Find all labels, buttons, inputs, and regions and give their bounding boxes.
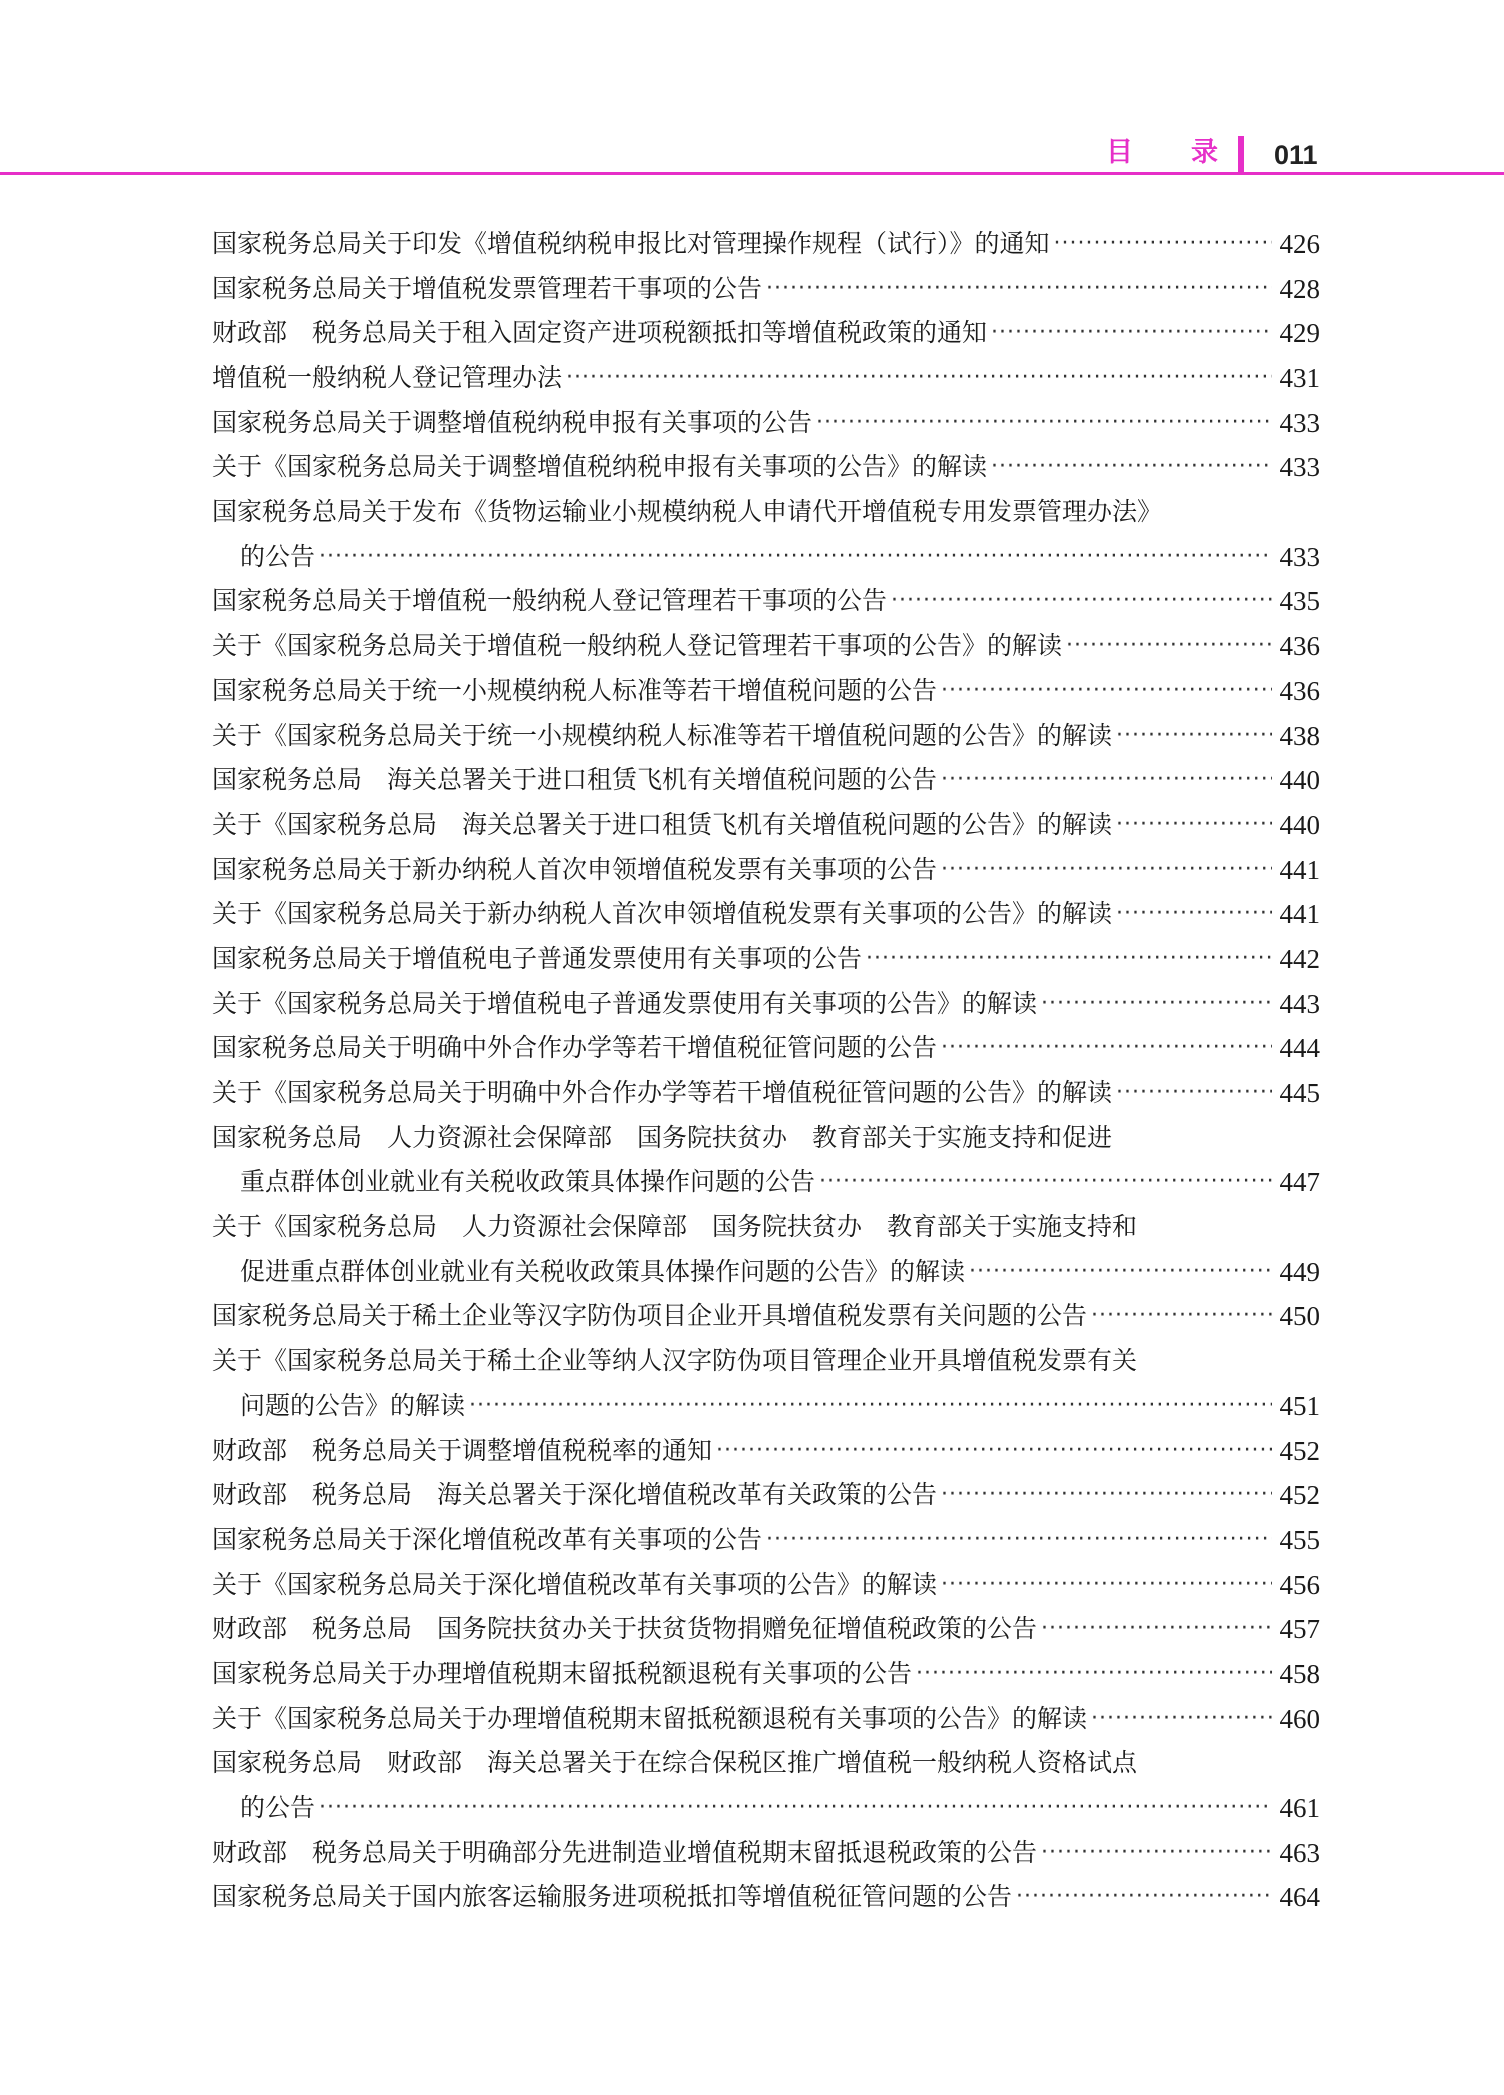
toc-entry[interactable] bbox=[212, 356, 1320, 401]
toc-entry[interactable] bbox=[212, 1205, 1320, 1250]
toc-entry[interactable] bbox=[212, 1563, 1320, 1608]
toc-entry-title: 国家税务总局关于稀土企业等汉字防伪项目企业开具增值税发票有关问题的公告 bbox=[212, 1301, 1088, 1331]
toc-leader-dots bbox=[1041, 1607, 1272, 1652]
toc-entry[interactable] bbox=[212, 1741, 1320, 1786]
toc-entry[interactable] bbox=[212, 490, 1320, 535]
toc-page-number: 461 bbox=[1279, 1793, 1320, 1824]
toc-entry-continuation[interactable] bbox=[212, 1384, 1320, 1429]
toc-entry[interactable] bbox=[212, 1071, 1320, 1116]
toc-entry-title: 国家税务总局 人力资源社会保障部 国务院扶贫办 教育部关于实施支持和促进 bbox=[212, 1122, 1113, 1152]
toc-leader-dots bbox=[1041, 982, 1272, 1027]
toc-page-number: 436 bbox=[1279, 675, 1320, 706]
toc-page-number: 463 bbox=[1279, 1837, 1320, 1868]
toc-entry-title: 关于《国家税务总局 海关总署关于进口租赁飞机有关增值税问题的公告》的解读 bbox=[212, 809, 1113, 839]
toc-entry-title: 的公告 bbox=[240, 1793, 316, 1823]
toc-entry-title: 财政部 税务总局关于调整增值税税率的通知 bbox=[212, 1435, 713, 1465]
toc-entry[interactable] bbox=[212, 580, 1320, 625]
toc-leader-dots bbox=[1116, 892, 1272, 937]
toc-page-number: 443 bbox=[1279, 988, 1320, 1019]
toc-entry[interactable] bbox=[212, 1652, 1320, 1697]
toc-entry-title: 关于《国家税务总局关于明确中外合作办学等若干增值税征管问题的公告》的解读 bbox=[212, 1078, 1113, 1108]
toc-entry[interactable] bbox=[212, 1295, 1320, 1340]
toc-entry[interactable] bbox=[212, 892, 1320, 937]
toc-leader-dots bbox=[891, 580, 1272, 625]
toc-entry[interactable] bbox=[212, 222, 1320, 267]
toc-page-number: 426 bbox=[1279, 228, 1320, 259]
toc-entry[interactable] bbox=[212, 1473, 1320, 1518]
toc-entry-title: 国家税务总局关于调整增值税纳税申报有关事项的公告 bbox=[212, 407, 813, 437]
toc-entry-continuation[interactable] bbox=[212, 1786, 1320, 1831]
toc-leader-dots bbox=[866, 937, 1272, 982]
page-header bbox=[0, 0, 1504, 178]
toc-entry[interactable] bbox=[212, 1875, 1320, 1920]
toc-leader-dots bbox=[766, 267, 1272, 312]
toc-page-number: 444 bbox=[1279, 1033, 1320, 1064]
toc-entry-title: 财政部 税务总局关于租入固定资产进项税额抵扣等增值税政策的通知 bbox=[212, 318, 988, 348]
toc-entry[interactable] bbox=[212, 445, 1320, 490]
toc-entry-title: 国家税务总局关于增值税一般纳税人登记管理若干事项的公告 bbox=[212, 586, 888, 616]
toc-page-number: 440 bbox=[1279, 809, 1320, 840]
toc-entry[interactable] bbox=[212, 848, 1320, 893]
toc-entry-title: 国家税务总局关于增值税发票管理若干事项的公告 bbox=[212, 273, 763, 303]
toc-entry-title: 重点群体创业就业有关税收政策具体操作问题的公告 bbox=[240, 1167, 816, 1197]
toc-page-number: 458 bbox=[1279, 1658, 1320, 1689]
toc-page-number: 433 bbox=[1279, 541, 1320, 572]
toc-entry-title: 关于《国家税务总局关于深化增值税改革有关事项的公告》的解读 bbox=[212, 1569, 938, 1599]
header-title-char: 录 bbox=[1191, 137, 1218, 168]
toc-page-number: 447 bbox=[1279, 1167, 1320, 1198]
toc-entry-title: 财政部 税务总局关于明确部分先进制造业增值税期末留抵退税政策的公告 bbox=[212, 1837, 1038, 1867]
toc-leader-dots bbox=[469, 1384, 1272, 1429]
header-page-number: 011 bbox=[1274, 140, 1318, 170]
toc-entry[interactable] bbox=[212, 1116, 1320, 1161]
table-of-contents bbox=[212, 222, 1320, 1920]
toc-entry[interactable] bbox=[212, 669, 1320, 714]
toc-entry-title: 财政部 税务总局 海关总署关于深化增值税改革有关政策的公告 bbox=[212, 1480, 938, 1510]
header-title-char: 目 bbox=[1106, 137, 1133, 168]
toc-entry-title: 国家税务总局关于发布《货物运输业小规模纳税人申请代开增值税专用发票管理办法》 bbox=[212, 497, 1163, 527]
toc-page-number: 460 bbox=[1279, 1703, 1320, 1734]
toc-leader-dots bbox=[991, 445, 1272, 490]
toc-entry-title: 国家税务总局关于国内旅客运输服务进项税抵扣等增值税征管问题的公告 bbox=[212, 1882, 1013, 1912]
toc-leader-dots bbox=[1054, 222, 1272, 267]
toc-page-number: 450 bbox=[1279, 1301, 1320, 1332]
toc-leader-dots bbox=[941, 758, 1272, 803]
toc-leader-dots bbox=[1116, 714, 1272, 759]
toc-entry[interactable] bbox=[212, 1697, 1320, 1742]
toc-page-number: 451 bbox=[1279, 1390, 1320, 1421]
toc-entry-title: 增值税一般纳税人登记管理办法 bbox=[212, 363, 563, 393]
toc-page-number: 438 bbox=[1279, 720, 1320, 751]
toc-leader-dots bbox=[916, 1652, 1272, 1697]
toc-entry-title: 关于《国家税务总局关于增值税一般纳税人登记管理若干事项的公告》的解读 bbox=[212, 631, 1063, 661]
toc-leader-dots bbox=[941, 1026, 1272, 1071]
toc-page-number: 433 bbox=[1279, 407, 1320, 438]
toc-entry[interactable] bbox=[212, 401, 1320, 446]
toc-page-number: 431 bbox=[1279, 363, 1320, 394]
toc-leader-dots bbox=[941, 669, 1272, 714]
toc-entry[interactable] bbox=[212, 1518, 1320, 1563]
toc-page-number: 440 bbox=[1279, 765, 1320, 796]
toc-leader-dots bbox=[1041, 1831, 1272, 1876]
toc-entry-title: 国家税务总局关于统一小规模纳税人标准等若干增值税问题的公告 bbox=[212, 675, 938, 705]
toc-page-number: 429 bbox=[1279, 318, 1320, 349]
toc-entry[interactable] bbox=[212, 1607, 1320, 1652]
toc-entry-title: 财政部 税务总局 国务院扶贫办关于扶贫货物捐赠免征增值税政策的公告 bbox=[212, 1614, 1038, 1644]
toc-leader-dots bbox=[716, 1429, 1272, 1474]
toc-page-number: 452 bbox=[1279, 1480, 1320, 1511]
toc-entry-title: 关于《国家税务总局关于办理增值税期末留抵税额退税有关事项的公告》的解读 bbox=[212, 1703, 1088, 1733]
toc-leader-dots bbox=[991, 311, 1272, 356]
toc-entry[interactable] bbox=[212, 803, 1320, 848]
toc-page-number: 457 bbox=[1279, 1614, 1320, 1645]
toc-entry-title: 国家税务总局关于印发《增值税纳税申报比对管理操作规程（试行）》的通知 bbox=[212, 228, 1050, 258]
toc-entry[interactable] bbox=[212, 982, 1320, 1027]
toc-page-number: 428 bbox=[1279, 273, 1320, 304]
toc-entry[interactable] bbox=[212, 267, 1320, 312]
toc-entry-title: 国家税务总局关于深化增值税改革有关事项的公告 bbox=[212, 1524, 763, 1554]
toc-page-number: 452 bbox=[1279, 1435, 1320, 1466]
toc-leader-dots bbox=[1016, 1875, 1272, 1920]
toc-leader-dots bbox=[941, 848, 1272, 893]
toc-page-number: 435 bbox=[1279, 586, 1320, 617]
toc-leader-dots bbox=[819, 1160, 1272, 1205]
toc-leader-dots bbox=[319, 1786, 1272, 1831]
toc-entry-continuation[interactable] bbox=[212, 1250, 1320, 1295]
toc-entry-title: 关于《国家税务总局关于统一小规模纳税人标准等若干增值税问题的公告》的解读 bbox=[212, 720, 1113, 750]
toc-page-number: 455 bbox=[1279, 1524, 1320, 1555]
toc-entry[interactable] bbox=[212, 311, 1320, 356]
toc-entry-continuation[interactable] bbox=[212, 1160, 1320, 1205]
toc-entry-title: 国家税务总局关于办理增值税期末留抵税额退税有关事项的公告 bbox=[212, 1658, 913, 1688]
toc-entry-title: 国家税务总局关于新办纳税人首次申领增值税发票有关事项的公告 bbox=[212, 854, 938, 884]
header-rule bbox=[0, 172, 1504, 175]
toc-entry[interactable] bbox=[212, 1831, 1320, 1876]
toc-page-number: 436 bbox=[1279, 631, 1320, 662]
toc-entry-title: 国家税务总局关于明确中外合作办学等若干增值税征管问题的公告 bbox=[212, 1033, 938, 1063]
toc-entry[interactable] bbox=[212, 937, 1320, 982]
header-title bbox=[1106, 138, 1218, 168]
toc-entry-title: 关于《国家税务总局关于稀土企业等纳人汉字防伪项目管理企业开具增值税发票有关 bbox=[212, 1346, 1138, 1376]
toc-entry-title: 问题的公告》的解读 bbox=[240, 1390, 466, 1420]
toc-entry-title: 国家税务总局 海关总署关于进口租赁飞机有关增值税问题的公告 bbox=[212, 765, 938, 795]
toc-page-number: 456 bbox=[1279, 1569, 1320, 1600]
toc-entry-title: 关于《国家税务总局关于新办纳税人首次申领增值税发票有关事项的公告》的解读 bbox=[212, 899, 1113, 929]
toc-leader-dots bbox=[1091, 1697, 1272, 1742]
toc-leader-dots bbox=[969, 1250, 1272, 1295]
toc-page-number: 464 bbox=[1279, 1882, 1320, 1913]
toc-entry[interactable] bbox=[212, 1429, 1320, 1474]
toc-entry-title: 国家税务总局关于增值税电子普通发票使用有关事项的公告 bbox=[212, 943, 863, 973]
toc-entry-title: 关于《国家税务总局关于调整增值税纳税申报有关事项的公告》的解读 bbox=[212, 452, 988, 482]
toc-entry[interactable] bbox=[212, 1026, 1320, 1071]
toc-entry-title: 关于《国家税务总局 人力资源社会保障部 国务院扶贫办 教育部关于实施支持和 bbox=[212, 1212, 1138, 1242]
toc-page-number: 449 bbox=[1279, 1256, 1320, 1287]
toc-leader-dots bbox=[1091, 1295, 1272, 1340]
toc-leader-dots bbox=[816, 401, 1272, 446]
toc-leader-dots bbox=[766, 1518, 1272, 1563]
toc-leader-dots bbox=[1066, 624, 1272, 669]
toc-leader-dots bbox=[941, 1473, 1272, 1518]
toc-entry[interactable] bbox=[212, 624, 1320, 669]
toc-page-number: 441 bbox=[1279, 899, 1320, 930]
toc-entry-title: 国家税务总局 财政部 海关总署关于在综合保税区推广增值税一般纳税人资格试点 bbox=[212, 1748, 1138, 1778]
toc-page-number: 433 bbox=[1279, 452, 1320, 483]
toc-entry-title: 的公告 bbox=[240, 541, 316, 571]
toc-leader-dots bbox=[566, 356, 1272, 401]
header-divider-bar bbox=[1238, 136, 1244, 174]
toc-entry[interactable] bbox=[212, 758, 1320, 803]
toc-entry[interactable] bbox=[212, 1339, 1320, 1384]
toc-leader-dots bbox=[1116, 1071, 1272, 1116]
toc-page-number: 441 bbox=[1279, 854, 1320, 885]
toc-entry[interactable] bbox=[212, 714, 1320, 759]
toc-page-number: 442 bbox=[1279, 943, 1320, 974]
toc-entry-title: 关于《国家税务总局关于增值税电子普通发票使用有关事项的公告》的解读 bbox=[212, 988, 1038, 1018]
toc-leader-dots bbox=[1116, 803, 1272, 848]
toc-leader-dots bbox=[319, 535, 1272, 580]
toc-entry-continuation[interactable] bbox=[212, 535, 1320, 580]
toc-entry-title: 促进重点群体创业就业有关税收政策具体操作问题的公告》的解读 bbox=[240, 1256, 966, 1286]
toc-leader-dots bbox=[941, 1563, 1272, 1608]
toc-page-number: 445 bbox=[1279, 1078, 1320, 1109]
